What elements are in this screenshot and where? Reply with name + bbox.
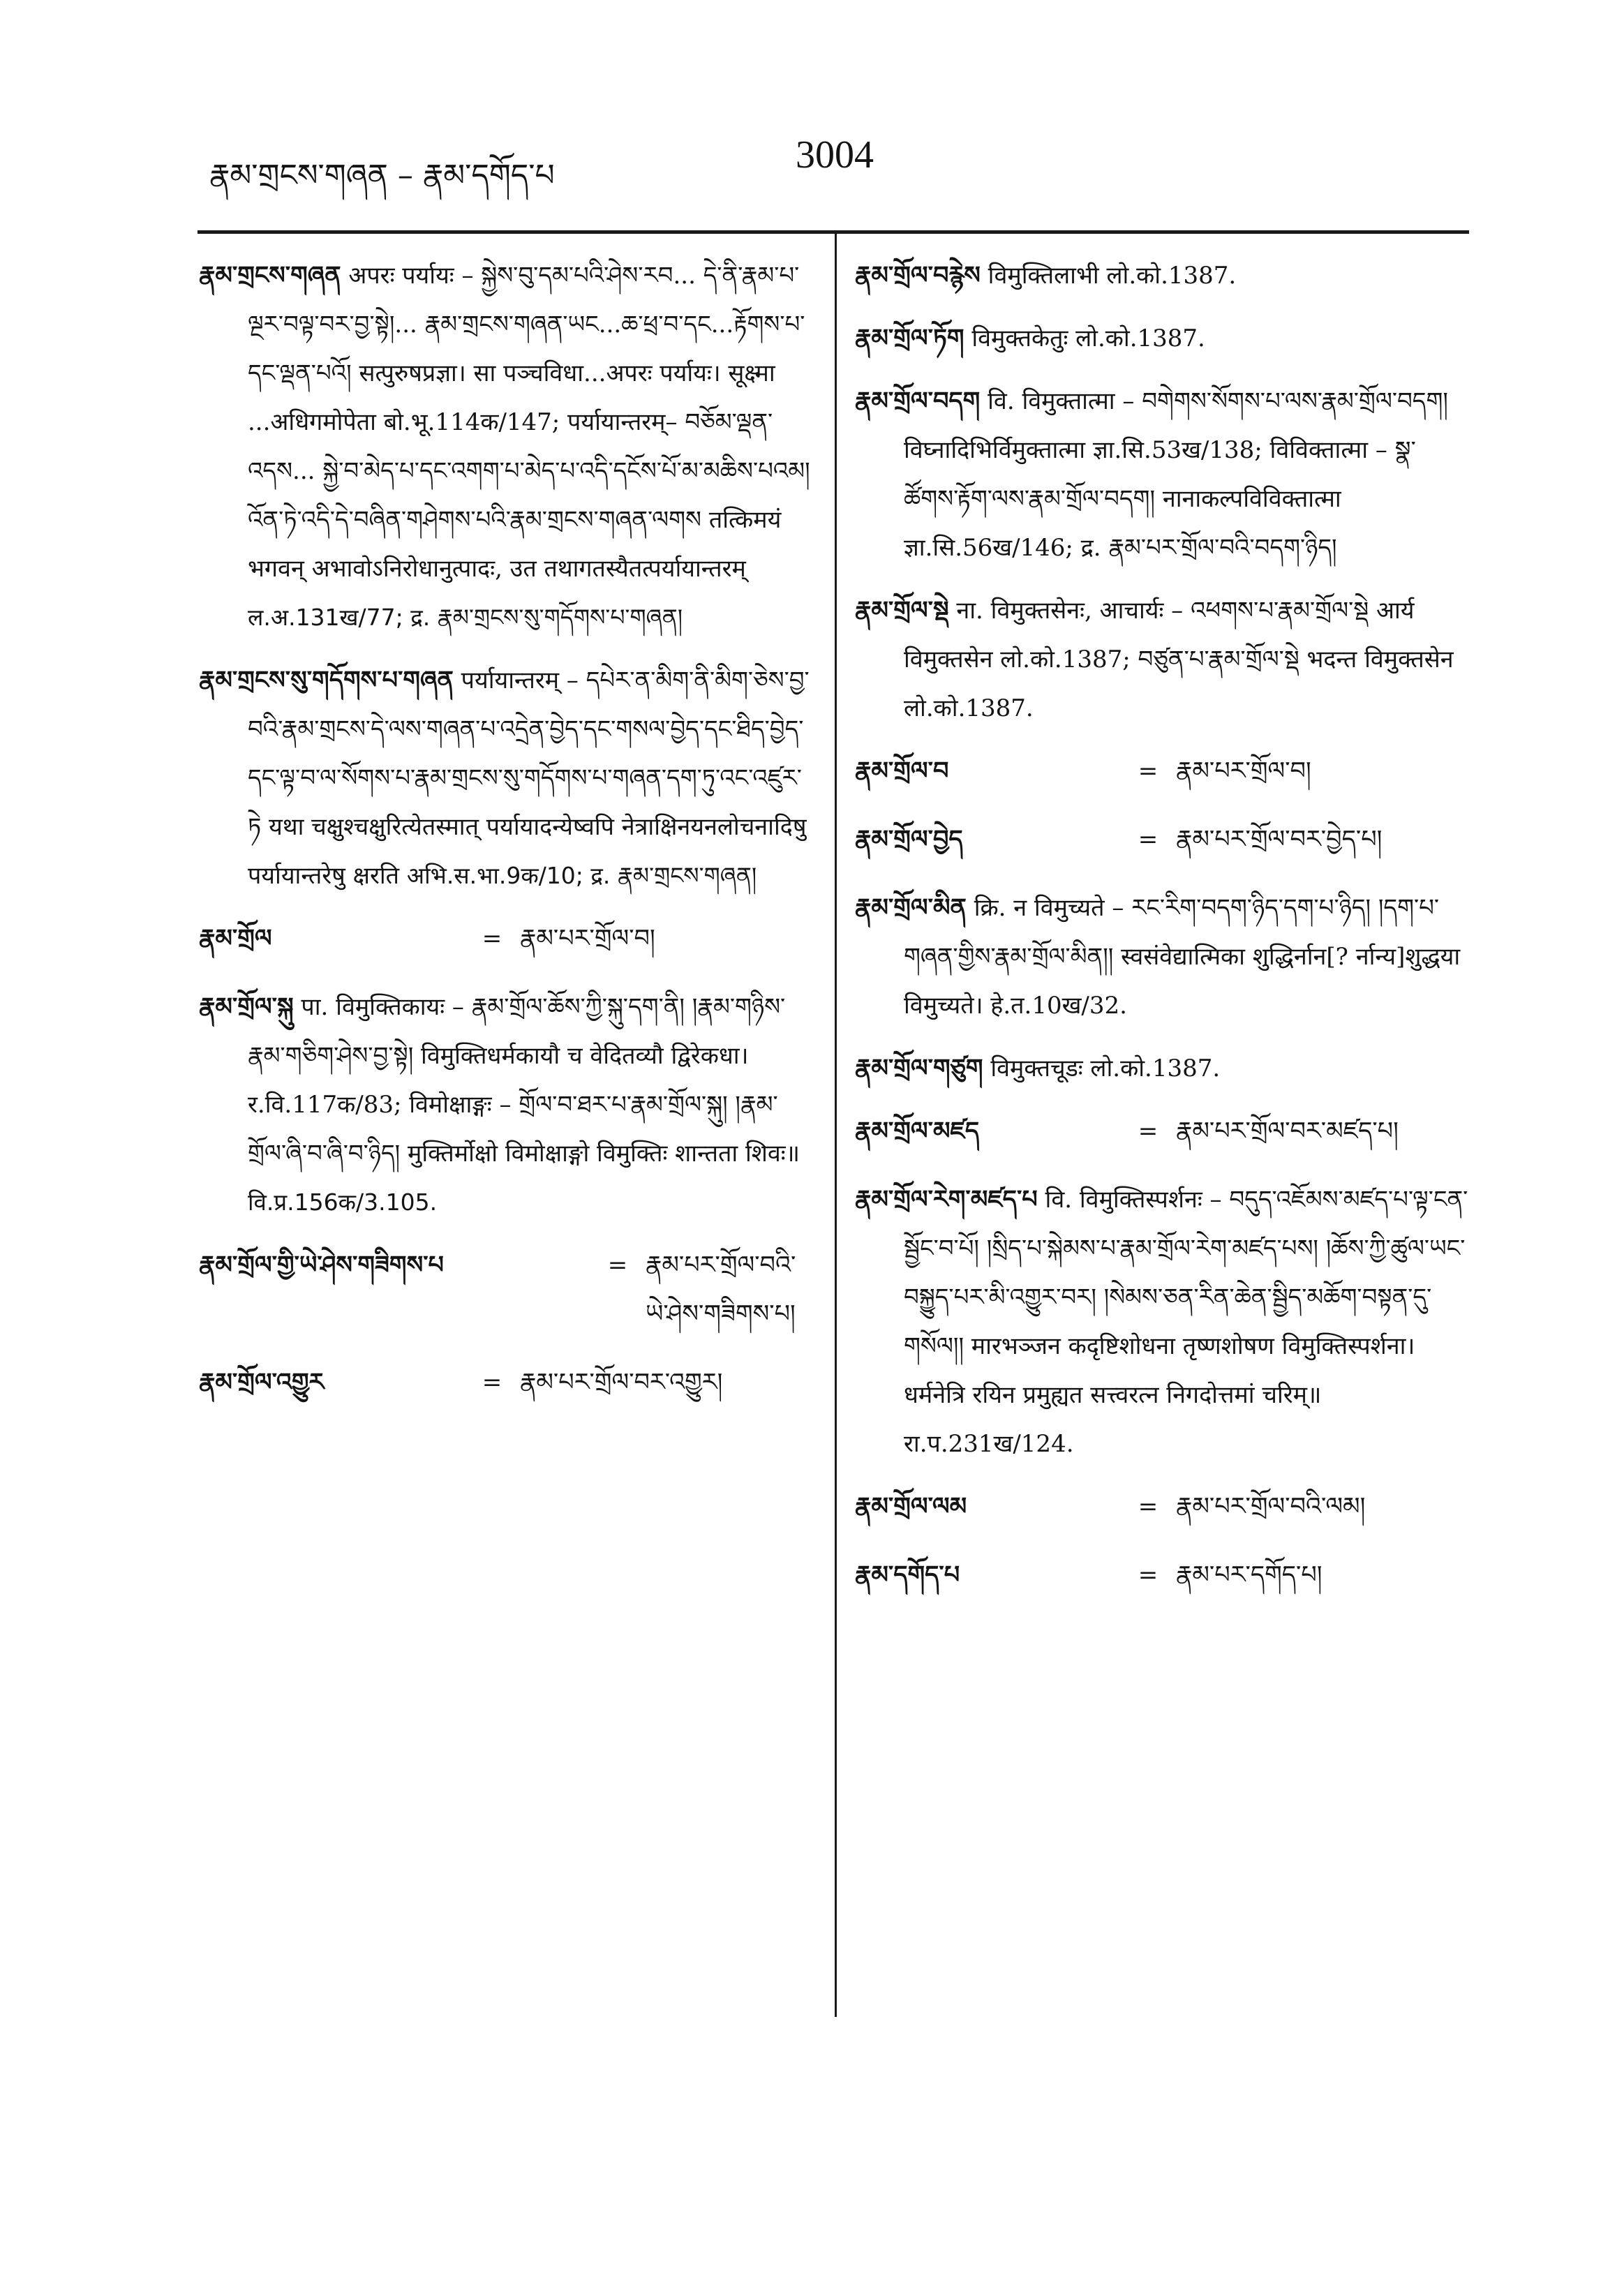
- equals-sign: =: [1138, 826, 1159, 854]
- entry-body: वि. विमुक्तात्मा – བགེགས་སོགས་པ་ལས་རྣམ་གྲོལ་བདག། विघ्नादिभिर्विमुक्तात्मा ज्ञा.सि.53ख/138; विविक्तात्मा – སྣ་ཚོགས་རྟོག་ལས་རྣམ་གྲོལ་བདག། नानाकल्पविविक्तात्मा ज्ञा.सि.56ख/146; द्र. རྣམ་པར་གྲོལ་བའི་བདག་ཉིད།: [904, 387, 1448, 562]
- cross-reference-entry: [855, 1551, 1469, 1600]
- dictionary-entry: [855, 377, 1469, 572]
- entry-body: विमुक्तचूडः लो.को.1387.: [990, 1055, 1221, 1082]
- equals-sign: =: [482, 1369, 502, 1396]
- entry-headword: རྣམ་གྲོལ་རེག་མཛད་པ: [855, 1186, 1038, 1214]
- dictionary-entry: [199, 251, 813, 642]
- entry-reference: अभि.स.भा.9क/10; द्र. རྣམ་གྲངས་གཞན།: [406, 862, 757, 889]
- entry-headword: རྣམ་གྲོལ་གཙུག: [855, 1055, 983, 1082]
- dictionary-entry: [199, 983, 813, 1227]
- entry-body: अपरः पर्यायः – སྐྱེས་བུ་དམ་པའི་ཤེས་རབ... དེ་ནི་རྣམ་པ་ལྔར་བལྟ་བར་བྱ་སྟེ།... རྣམ་གྲངས་གཞན་ཡང...ཆ་ཕྲ་བ་དང...རྟོགས་པ་དང་ལྡན་པའོ། सत्पुरुषप्रज्ञा। सा पञ्चविधा...अपरः पर्यायः। सूक्ष्मा ...अधिगमोपेता बो.भू.114क/147; पर्यायान्तरम्– བཅོམ་ལྡན་འདས... སྐྱེ་བ་མེད་པ་དང་འགག་པ་མེད་པ་འདི་དངོས་པོ་མ་མཆིས་པའམ། འོན་ཏེ་འདི་དེ་བཞིན་གཤེགས་པའི་རྣམ་གྲངས་གཞན་ལགས तत्किमयं भगवन् अभावोऽनिरोधानुत्पादः, उत तथागतस्यैतत्पर्यायान्तरम्: [248, 262, 810, 583]
- equals-sign: =: [1138, 1561, 1159, 1589]
- entry-headword: རྣམ་གྲོལ་བརྙེས: [855, 262, 981, 290]
- entry-headword: རྣམ་གྲོལ་བ: [855, 757, 949, 785]
- entry-body: वि. विमुक्तिस्पर्शनः – བདུད་འཇོམས་མཛད་པ་ལྟ་ངན་སྦྱོང་བ་པོ། །སྲིད་པ་སྐེམས་པ་རྣམ་གྲོལ་རེག་མཛད་པས། །ཆོས་ཀྱི་ཚུལ་ཡང་བསྐྱུད་པར་མི་འགྱུར་བར། །སེམས་ཅན་རིན་ཆེན་སྦྱིད་མཆོག་བསྟན་དུ་གསོལ།། मारभञ्जन कदृष्टिशोधना तृष्णशोषण विमुक्तिस्पर्शना। धर्मनेत्रि रयिन प्रमुह्यत सत्त्वरत्न निगदोत्तमां चरिम्॥ रा.प.231ख/124.: [904, 1186, 1468, 1458]
- entry-body: ना. विमुक्तसेनः, आचार्यः – འཕགས་པ་རྣམ་གྲོལ་སྡེ आर्य विमुक्तसेन लो.को.1387; བཙུན་པ་རྣམ་གྲོལ་སྡེ भदन्त विमुक्तसेन लो.को.1387.: [904, 597, 1454, 722]
- dictionary-entry: [855, 884, 1469, 1030]
- entry-body: विमुक्तिलाभी लो.को.1387.: [988, 262, 1237, 290]
- entry-headword: རྣམ་གྲོལ་སྐུ: [199, 993, 294, 1021]
- entry-headword: རྣམ་གྲོལ་མིན: [855, 894, 967, 922]
- entry-headword: རྣམ་གྲོལ་སྡེ: [855, 597, 949, 625]
- entry-body: क्रि. न विमुच्यते – རང་རིག་བདག་ཉིད་དག་པ་ཉིད། །དག་པ་གཞན་གྱིས་རྣམ་གྲོལ་མིན།། स्वसंवेद्यात्मिका शुद्धिर्नान[? र्नान्य]शुद्धया विमुच्यते। हे.त.10ख/32.: [904, 894, 1461, 1020]
- cross-reference-entry: [855, 1482, 1469, 1531]
- dictionary-entry: [855, 586, 1469, 733]
- entry-headword: རྣམ་གྲོལ་བདག: [855, 387, 981, 415]
- header-rule: [198, 230, 1469, 234]
- dictionary-entry: [855, 1175, 1469, 1468]
- entry-headword: རྣམ་གྲངས་གཞན: [199, 262, 341, 290]
- cross-reference-target: རྣམ་པར་གྲོལ་བར་མཛད་པ།: [1176, 1117, 1399, 1145]
- equals-sign: =: [1138, 1117, 1159, 1145]
- entry-headword: རྣམ་གྲོལ་གྱི་ཡེ་ཤེས་གཟིགས་པ: [199, 1251, 444, 1279]
- entry-headword: རྣམ་གྲོལ་མཛད: [855, 1117, 980, 1145]
- right-column: [855, 251, 1469, 1619]
- dictionary-entry: [199, 656, 813, 900]
- cross-reference-target: རྣམ་པར་གྲོལ་བའི་ཡེ་ཤེས་གཟིགས་པ།: [646, 1251, 796, 1328]
- entry-headword: རྣམ་དགོད་པ: [855, 1561, 960, 1589]
- entry-body: पा. विमुक्तिकायः – རྣམ་གྲོལ་ཆོས་ཀྱི་སྐུ་དག་ནི། །རྣམ་གཉིས་རྣམ་གཅིག་ཤེས་བྱ་སྟེ། विमुक्तिधर्मकायौ च वेदितव्यौ द्विरेकधा। र.वि.117क/83; विमोक्षाङ्गः – གྲོལ་བ་ཐར་པ་རྣམ་གྲོལ་སྐུ། །རྣམ་གྲོལ་ཞི་བ་ཞི་བ་ཉིད། मुक्तिर्मोक्षो विमोक्षाङ्गो विमुक्तिः शान्तता शिवः॥: [248, 993, 800, 1168]
- page-header: [0, 133, 1624, 193]
- dictionary-entry: [855, 314, 1469, 363]
- cross-reference-target: རྣམ་པར་གྲོལ་བ།: [1176, 757, 1311, 785]
- cross-reference-entry: [855, 747, 1469, 796]
- cross-reference-entry: [855, 815, 1469, 864]
- entry-headword: རྣམ་གྲངས་སུ་གདོགས་པ་གཞན: [199, 666, 454, 694]
- left-column: [199, 251, 813, 1426]
- entry-headword: རྣམ་གྲོལ་འགྱུར: [199, 1369, 325, 1396]
- entry-body: पर्यायान्तरम् – དཔེར་ན་མིག་ནི་མིག་ཅེས་བྱ་བའི་རྣམ་གྲངས་དེ་ལས་གཞན་པ་འདྲེན་བྱེད་དང་གསལ་བྱེད་དང་ཐིད་བྱེད་དང་ལྟ་བ་ལ་སོགས་པ་རྣམ་གྲངས་སུ་གདོགས་པ་གཞན་དག་ཏུ་འང་འཛུར་ཏེ यथा चक्षुश्चक्षुरित्येतस्मात् पर्यायादन्येष्वपि नेत्राक्षिनयनलोचनादिषु पर्यायान्तरेषु क्षरति: [248, 666, 810, 890]
- equals-sign: =: [1138, 1493, 1159, 1521]
- equals-sign: =: [482, 925, 502, 953]
- cross-reference-entry: [199, 914, 813, 963]
- equals-sign: =: [1138, 757, 1159, 785]
- cross-reference-target: རྣམ་པར་དགོད་པ།: [1176, 1561, 1323, 1589]
- cross-reference-entry: [855, 1107, 1469, 1156]
- entry-headword: རྣམ་གྲོལ་ཏོག: [855, 325, 964, 352]
- cross-reference-target: རྣམ་པར་གྲོལ་བར་འགྱུར།: [520, 1369, 723, 1396]
- dictionary-entry: [855, 251, 1469, 300]
- column-divider: [835, 234, 837, 2017]
- entry-headword: རྣམ་གྲོལ་བྱེད: [855, 826, 963, 854]
- equals-sign: =: [607, 1251, 628, 1279]
- cross-reference-target: རྣམ་པར་གྲོལ་བར་བྱེད་པ།: [1176, 826, 1383, 854]
- entry-body: विमुक्तकेतुः लो.को.1387.: [971, 325, 1205, 352]
- dictionary-entry: [855, 1044, 1469, 1093]
- cross-reference-target: རྣམ་པར་གྲོལ་བ།: [520, 925, 655, 953]
- entry-headword: རྣམ་གྲོལ་ལམ: [855, 1493, 967, 1521]
- cross-reference-entry: [199, 1241, 813, 1339]
- running-head: རྣམ་གྲངས་གཞན – རྣམ་དགོད་པ: [209, 158, 555, 193]
- entry-reference: ल.अ.131ख/77; द्र. རྣམ་གྲངས་སུ་གདོགས་པ་གཞན།: [248, 604, 683, 631]
- cross-reference-entry: [199, 1358, 813, 1407]
- entry-reference: वि.प्र.156क/3.105.: [248, 1189, 438, 1216]
- cross-reference-target: རྣམ་པར་གྲོལ་བའི་ལམ།: [1176, 1493, 1366, 1521]
- page-number: 3004: [796, 133, 874, 177]
- entry-headword: རྣམ་གྲོལ: [199, 925, 272, 953]
